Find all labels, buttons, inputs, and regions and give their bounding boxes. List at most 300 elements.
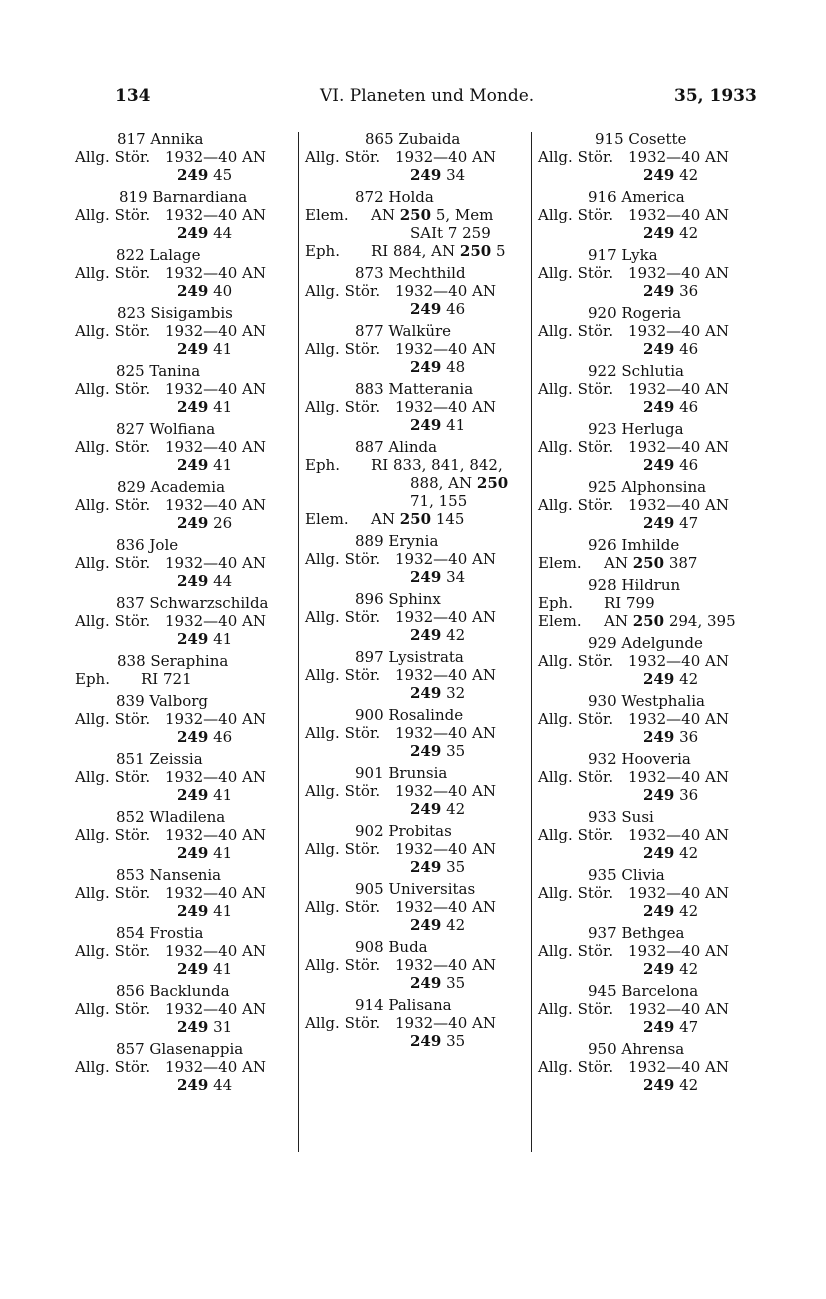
reference-line	[305, 206, 530, 224]
reference-line	[305, 242, 530, 260]
reference-label: Allg. Stör.	[75, 710, 151, 728]
reference-label: Allg. Stör.	[538, 942, 614, 960]
asteroid-entry	[75, 246, 293, 300]
reference-text: 1932—40 AN	[165, 884, 266, 902]
asteroid-name: 829 Academia	[117, 478, 226, 496]
reference-label: Allg. Stör.	[75, 942, 151, 960]
reference-line	[538, 322, 763, 340]
reference-line	[75, 960, 293, 978]
reference-line	[305, 858, 530, 876]
reference-text: 1932—40 AN	[395, 666, 496, 684]
reference-line	[305, 608, 530, 626]
asteroid-entry	[305, 938, 530, 992]
reference-line	[75, 148, 293, 166]
reference-text: 1932—40 AN	[395, 898, 496, 916]
reference-line	[538, 902, 763, 920]
reference-label: Allg. Stör.	[75, 264, 151, 282]
reference-line	[305, 148, 530, 166]
asteroid-name: 925 Alphonsina	[588, 478, 707, 496]
asteroid-entry	[75, 808, 293, 862]
reference-line	[538, 670, 763, 688]
reference-text: 249 41	[177, 630, 233, 648]
asteroid-entry	[75, 362, 293, 416]
reference-text: 1932—40 AN	[165, 826, 266, 844]
reference-text: RI 833, 841, 842,	[371, 456, 503, 474]
reference-line	[75, 902, 293, 920]
reference-label: Allg. Stör.	[538, 1058, 614, 1076]
reference-text: 249 44	[177, 1076, 233, 1094]
reference-label: Allg. Stör.	[75, 438, 151, 456]
reference-text: 249 42	[410, 800, 466, 818]
reference-label: Allg. Stör.	[538, 826, 614, 844]
reference-label: Elem.	[305, 206, 349, 224]
reference-label: Allg. Stör.	[305, 282, 381, 300]
reference-text: 1932—40 AN	[628, 652, 729, 670]
reference-line	[305, 568, 530, 586]
reference-line	[538, 398, 763, 416]
asteroid-name: 836 Jole	[116, 536, 179, 554]
reference-text: 249 44	[177, 572, 233, 590]
asteroid-entry	[305, 590, 530, 644]
asteroid-name: 856 Backlunda	[116, 982, 230, 1000]
asteroid-name: 887 Alinda	[355, 438, 438, 456]
reference-text: 1932—40 AN	[395, 148, 496, 166]
reference-line	[305, 974, 530, 992]
reference-text: 1932—40 AN	[628, 496, 729, 514]
reference-line	[305, 416, 530, 434]
reference-line	[75, 1000, 293, 1018]
reference-label: Allg. Stör.	[75, 884, 151, 902]
volume-year: 35, 1933	[674, 86, 757, 106]
reference-text: 1932—40 AN	[628, 264, 729, 282]
reference-line	[75, 554, 293, 572]
reference-text: 1932—40 AN	[628, 768, 729, 786]
asteroid-entry	[538, 478, 763, 532]
reference-text: RI 721	[141, 670, 192, 688]
reference-line	[538, 148, 763, 166]
reference-line	[305, 340, 530, 358]
reference-label: Allg. Stör.	[75, 322, 151, 340]
asteroid-entry	[538, 750, 763, 804]
reference-text: 1932—40 AN	[395, 724, 496, 742]
reference-text: 1932—40 AN	[628, 942, 729, 960]
reference-text: 249 41	[177, 398, 233, 416]
asteroid-entry	[538, 536, 763, 572]
reference-line	[538, 652, 763, 670]
reference-text: 1932—40 AN	[165, 1000, 266, 1018]
reference-line	[305, 626, 530, 644]
asteroid-entry	[75, 982, 293, 1036]
reference-label: Allg. Stör.	[305, 1014, 381, 1032]
asteroid-name: 853 Nansenia	[116, 866, 222, 884]
reference-text: 249 44	[177, 224, 233, 242]
asteroid-entry	[538, 808, 763, 862]
reference-label: Allg. Stör.	[538, 652, 614, 670]
reference-line	[75, 398, 293, 416]
reference-text: 1932—40 AN	[165, 710, 266, 728]
reference-label: Allg. Stör.	[75, 496, 151, 514]
reference-line	[305, 492, 530, 510]
reference-line	[305, 666, 530, 684]
reference-label: Allg. Stör.	[538, 264, 614, 282]
reference-label: Allg. Stör.	[75, 612, 151, 630]
reference-line	[75, 572, 293, 590]
asteroid-entry	[538, 304, 763, 358]
asteroid-name: 857 Glasenappia	[116, 1040, 244, 1058]
reference-line	[75, 206, 293, 224]
reference-line	[75, 942, 293, 960]
reference-text: 249 46	[410, 300, 466, 318]
reference-line	[75, 670, 293, 688]
reference-text: 888, AN 250	[410, 474, 509, 492]
reference-text: 249 42	[643, 960, 699, 978]
reference-text: 1932—40 AN	[395, 782, 496, 800]
reference-text: 249 34	[410, 166, 466, 184]
reference-line	[538, 594, 763, 612]
reference-text: 249 48	[410, 358, 466, 376]
reference-line	[538, 264, 763, 282]
reference-text: 249 47	[643, 514, 699, 532]
reference-text: 249 40	[177, 282, 233, 300]
reference-text: 249 36	[643, 786, 699, 804]
reference-text: 249 35	[410, 974, 466, 992]
reference-line	[305, 398, 530, 416]
reference-line	[75, 166, 293, 184]
reference-text: 249 36	[643, 728, 699, 746]
reference-label: Allg. Stör.	[75, 380, 151, 398]
column-1	[75, 130, 293, 1098]
reference-text: 249 32	[410, 684, 466, 702]
reference-line	[305, 956, 530, 974]
asteroid-entry	[538, 246, 763, 300]
asteroid-name: 817 Annika	[117, 130, 204, 148]
reference-text: 249 41	[177, 902, 233, 920]
reference-text: AN 250 387	[604, 554, 698, 572]
reference-label: Allg. Stör.	[538, 206, 614, 224]
section-title: VI. Planeten und Monde.	[320, 86, 535, 106]
reference-text: 249 42	[410, 626, 466, 644]
asteroid-entry	[305, 996, 530, 1050]
reference-line	[75, 1058, 293, 1076]
asteroid-entry	[75, 594, 293, 648]
reference-label: Allg. Stör.	[538, 884, 614, 902]
asteroid-name: 930 Westphalia	[588, 692, 705, 710]
reference-text: 249 41	[177, 844, 233, 862]
asteroid-name: 854 Frostia	[116, 924, 204, 942]
reference-line	[75, 282, 293, 300]
asteroid-entry	[75, 420, 293, 474]
reference-line	[538, 612, 763, 630]
reference-line	[75, 844, 293, 862]
reference-text: 249 46	[643, 340, 699, 358]
reference-label: Allg. Stör.	[305, 898, 381, 916]
reference-line	[305, 840, 530, 858]
asteroid-entry	[305, 764, 530, 818]
asteroid-name: 852 Wladilena	[116, 808, 226, 826]
asteroid-entry	[538, 634, 763, 688]
asteroid-name: 825 Tanina	[116, 362, 201, 380]
reference-label: Allg. Stör.	[305, 666, 381, 684]
reference-text: 1932—40 AN	[165, 942, 266, 960]
reference-text: 1932—40 AN	[628, 826, 729, 844]
asteroid-name: 950 Ahrensa	[588, 1040, 685, 1058]
reference-text: 249 26	[177, 514, 233, 532]
reference-label: Elem.	[538, 554, 582, 572]
reference-line	[538, 1076, 763, 1094]
reference-text: 249 42	[643, 670, 699, 688]
asteroid-entry	[305, 322, 530, 376]
reference-text: 1932—40 AN	[628, 1058, 729, 1076]
reference-line	[305, 800, 530, 818]
reference-label: Allg. Stör.	[305, 782, 381, 800]
asteroid-name: 926 Imhilde	[588, 536, 680, 554]
asteroid-entry	[538, 866, 763, 920]
asteroid-entry	[75, 750, 293, 804]
asteroid-entry	[305, 188, 530, 260]
reference-line	[75, 1018, 293, 1036]
reference-label: Elem.	[305, 510, 349, 528]
reference-text: 249 41	[177, 340, 233, 358]
column-2	[305, 130, 530, 1054]
reference-text: 249 36	[643, 282, 699, 300]
reference-label: Allg. Stör.	[75, 768, 151, 786]
reference-line	[538, 1058, 763, 1076]
reference-line	[538, 844, 763, 862]
reference-text: 249 31	[177, 1018, 233, 1036]
asteroid-name: 908 Buda	[355, 938, 428, 956]
asteroid-name: 945 Barcelona	[588, 982, 699, 1000]
reference-label: Allg. Stör.	[538, 1000, 614, 1018]
reference-line	[538, 1018, 763, 1036]
asteroid-name: 923 Herluga	[588, 420, 684, 438]
asteroid-name: 902 Probitas	[355, 822, 452, 840]
reference-line	[75, 322, 293, 340]
reference-text: 249 35	[410, 742, 466, 760]
reference-line	[305, 224, 530, 242]
asteroid-entry	[75, 130, 293, 184]
reference-label: Allg. Stör.	[305, 340, 381, 358]
reference-text: 1932—40 AN	[628, 322, 729, 340]
reference-line	[75, 630, 293, 648]
reference-text: 249 46	[643, 398, 699, 416]
reference-label: Allg. Stör.	[75, 826, 151, 844]
reference-text: 249 34	[410, 568, 466, 586]
reference-line	[75, 496, 293, 514]
reference-text: 249 35	[410, 1032, 466, 1050]
reference-line	[305, 916, 530, 934]
asteroid-name: 865 Zubaida	[365, 130, 461, 148]
reference-text: 249 35	[410, 858, 466, 876]
reference-text: 1932—40 AN	[165, 1058, 266, 1076]
reference-text: AN 250 294, 395	[604, 612, 736, 630]
reference-line	[538, 786, 763, 804]
reference-line	[75, 768, 293, 786]
reference-line	[305, 510, 530, 528]
reference-text: 249 41	[177, 960, 233, 978]
page-header	[0, 86, 826, 116]
reference-line	[305, 166, 530, 184]
asteroid-name: 839 Valborg	[116, 692, 208, 710]
reference-text: 1932—40 AN	[395, 550, 496, 568]
asteroid-name: 896 Sphinx	[355, 590, 441, 608]
asteroid-entry	[305, 380, 530, 434]
asteroid-name: 819 Barnardiana	[119, 188, 248, 206]
reference-text: 1932—40 AN	[165, 438, 266, 456]
reference-line	[538, 166, 763, 184]
reference-line	[305, 300, 530, 318]
reference-text: 1932—40 AN	[165, 380, 266, 398]
reference-line	[75, 786, 293, 804]
reference-text: 1932—40 AN	[165, 322, 266, 340]
asteroid-entry	[538, 130, 763, 184]
asteroid-name: 838 Seraphina	[117, 652, 229, 670]
reference-line	[538, 340, 763, 358]
asteroid-name: 822 Lalage	[116, 246, 201, 264]
reference-line	[75, 224, 293, 242]
reference-text: 1932—40 AN	[395, 282, 496, 300]
asteroid-entry	[538, 924, 763, 978]
reference-text: 249 42	[643, 166, 699, 184]
asteroid-entry	[75, 692, 293, 746]
asteroid-name: 935 Clivia	[588, 866, 665, 884]
reference-line	[305, 724, 530, 742]
asteroid-name: 877 Walküre	[355, 322, 452, 340]
reference-label: Elem.	[538, 612, 582, 630]
asteroid-entry	[75, 924, 293, 978]
asteroid-entry	[538, 188, 763, 242]
reference-line	[75, 710, 293, 728]
reference-text: 1932—40 AN	[165, 264, 266, 282]
asteroid-entry	[538, 982, 763, 1036]
reference-text: 1932—40 AN	[165, 554, 266, 572]
reference-text: 249 41	[177, 786, 233, 804]
asteroid-name: 937 Bethgea	[588, 924, 685, 942]
reference-line	[538, 768, 763, 786]
reference-label: Allg. Stör.	[75, 554, 151, 572]
reference-line	[538, 206, 763, 224]
asteroid-entry	[538, 576, 763, 630]
asteroid-name: 932 Hooveria	[588, 750, 691, 768]
reference-text: 1932—40 AN	[628, 148, 729, 166]
reference-text: 1932—40 AN	[165, 768, 266, 786]
reference-text: RI 884, AN 250 5	[371, 242, 506, 260]
reference-text: 1932—40 AN	[628, 1000, 729, 1018]
reference-label: Eph.	[305, 456, 340, 474]
reference-label: Allg. Stör.	[75, 148, 151, 166]
reference-line	[538, 456, 763, 474]
asteroid-name: 889 Erynia	[355, 532, 439, 550]
reference-line	[75, 380, 293, 398]
reference-label: Allg. Stör.	[305, 608, 381, 626]
reference-text: 1932—40 AN	[165, 148, 266, 166]
asteroid-name: 929 Adelgunde	[588, 634, 703, 652]
asteroid-entry	[305, 438, 530, 528]
reference-line	[75, 612, 293, 630]
reference-text: 249 42	[410, 916, 466, 934]
reference-line	[305, 684, 530, 702]
asteroid-name: 915 Cosette	[595, 130, 687, 148]
asteroid-name: 827 Wolfiana	[116, 420, 216, 438]
asteroid-name: 914 Palisana	[355, 996, 452, 1014]
page-number: 134	[115, 86, 151, 106]
reference-text: 1932—40 AN	[395, 340, 496, 358]
reference-line	[305, 358, 530, 376]
asteroid-name: 883 Matterania	[355, 380, 474, 398]
reference-line	[75, 264, 293, 282]
reference-label: Eph.	[305, 242, 340, 260]
reference-text: 249 46	[177, 728, 233, 746]
reference-label: Allg. Stör.	[538, 148, 614, 166]
asteroid-entry	[538, 692, 763, 746]
reference-text: SAIt 7 259	[410, 224, 491, 242]
asteroid-name: 837 Schwarzschilda	[116, 594, 269, 612]
asteroid-entry	[75, 866, 293, 920]
asteroid-entry	[75, 188, 293, 242]
asteroid-name: 917 Lyka	[588, 246, 658, 264]
asteroid-entry	[305, 880, 530, 934]
reference-label: Eph.	[75, 670, 110, 688]
reference-line	[75, 728, 293, 746]
reference-text: 249 41	[177, 456, 233, 474]
reference-label: Allg. Stör.	[305, 398, 381, 416]
reference-text: 249 42	[643, 902, 699, 920]
column-3	[538, 130, 763, 1098]
asteroid-entry	[75, 536, 293, 590]
reference-label: Allg. Stör.	[538, 438, 614, 456]
reference-label: Allg. Stör.	[305, 956, 381, 974]
reference-text: 1932—40 AN	[628, 710, 729, 728]
asteroid-name: 823 Sisigambis	[117, 304, 233, 322]
asteroid-name: 916 America	[588, 188, 685, 206]
reference-line	[538, 710, 763, 728]
asteroid-entry	[75, 1040, 293, 1094]
reference-line	[305, 474, 530, 492]
reference-label: Allg. Stör.	[75, 206, 151, 224]
reference-line	[538, 514, 763, 532]
reference-label: Allg. Stör.	[305, 148, 381, 166]
reference-text: 249 46	[643, 456, 699, 474]
asteroid-entry	[75, 478, 293, 532]
reference-text: 1932—40 AN	[395, 956, 496, 974]
asteroid-entry	[538, 420, 763, 474]
reference-label: Allg. Stör.	[538, 380, 614, 398]
asteroid-entry	[305, 264, 530, 318]
reference-line	[538, 380, 763, 398]
reference-text: 1932—40 AN	[395, 1014, 496, 1032]
reference-text: 249 45	[177, 166, 233, 184]
reference-text: RI 799	[604, 594, 655, 612]
reference-label: Allg. Stör.	[305, 724, 381, 742]
asteroid-name: 922 Schlutia	[588, 362, 684, 380]
reference-text: 1932—40 AN	[165, 496, 266, 514]
asteroid-entry	[538, 362, 763, 416]
reference-text: AN 250 5, Mem	[371, 206, 494, 224]
reference-label: Allg. Stör.	[75, 1058, 151, 1076]
reference-text: 1932—40 AN	[395, 398, 496, 416]
reference-text: 249 47	[643, 1018, 699, 1036]
reference-text: 1932—40 AN	[628, 380, 729, 398]
reference-line	[75, 514, 293, 532]
reference-line	[305, 782, 530, 800]
reference-line	[538, 438, 763, 456]
reference-line	[538, 826, 763, 844]
reference-text: 1932—40 AN	[395, 608, 496, 626]
reference-line	[75, 456, 293, 474]
reference-line	[538, 884, 763, 902]
asteroid-entry	[305, 706, 530, 760]
asteroid-entry	[75, 652, 293, 688]
reference-label: Allg. Stör.	[538, 496, 614, 514]
